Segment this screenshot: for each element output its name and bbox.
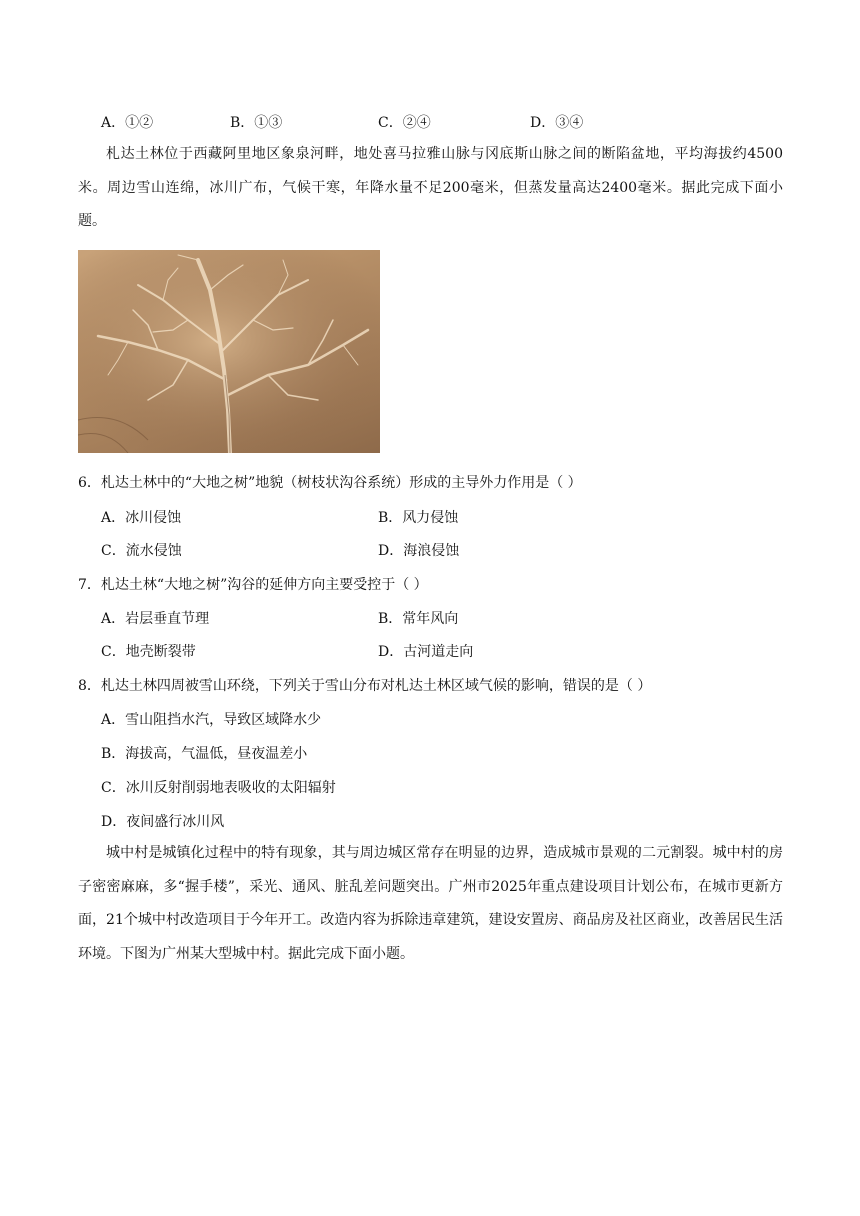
question-6-option-a: A．冰川侵蚀 (101, 510, 182, 526)
question-7-stem: 7．札达土林“大地之树”沟谷的延伸方向主要受控于（ ） (78, 577, 428, 593)
earth-tree-photo (78, 250, 380, 453)
passage-urban-village: 城中村是城镇化过程中的特有现象，其与周边城区常存在明显的边界，造成城市景观的二元割裂。城中村的房子密密麻麻，多“握手楼”，采光、通风、脏乱差问题突出。广州市2025年重点建设项目计划公布，在城市更新方面，21个城中村改造项目于今年开工。改造内容为拆除违章建筑，建设安置房、商品房及社区商业，改善居民生活环境。下图为广州某大型城中村。据此完成下面小题。 (78, 845, 783, 962)
question-8-option-d: D．夜间盛行冰川风 (101, 814, 225, 830)
question-8-option-c: C．冰川反射削弱地表吸收的太阳辐射 (101, 780, 336, 796)
option-prev-c: C．②④ (378, 115, 431, 131)
question-7-option-d: D．古河道走向 (378, 644, 474, 660)
question-6-option-c: C．流水侵蚀 (101, 543, 182, 559)
question-8-option-b: B．海拔高，气温低，昼夜温差小 (101, 746, 308, 762)
question-6-option-b: B．风力侵蚀 (378, 510, 459, 526)
question-6-option-d: D．海浪侵蚀 (378, 543, 460, 559)
option-prev-b: B．①③ (230, 115, 283, 131)
question-6-stem: 6．札达土林中的“大地之树”地貌（树枝状沟谷系统）形成的主导外力作用是（ ） (78, 475, 582, 491)
option-prev-d: D．③④ (530, 115, 584, 131)
passage-zanda: 札达土林位于西藏阿里地区象泉河畔，地处喜马拉雅山脉与冈底斯山脉之间的断陷盆地，平均海拔约4500米。周边雪山连绵，冰川广布，气候干寒，年降水量不足200毫米，但蒸发量高达2400毫米。据此完成下面小题。 (78, 146, 783, 229)
question-7-option-a: A．岩层垂直节理 (101, 611, 210, 627)
question-7-option-b: B．常年风向 (378, 611, 459, 627)
question-8-stem: 8．札达土林四周被雪山环绕，下列关于雪山分布对札达土林区域气候的影响，错误的是（ ） (78, 678, 652, 694)
option-prev-a: A．①② (101, 115, 154, 131)
question-7-option-c: C．地壳断裂带 (101, 644, 196, 660)
question-8-option-a: A．雪山阻挡水汽，导致区域降水少 (101, 712, 322, 728)
